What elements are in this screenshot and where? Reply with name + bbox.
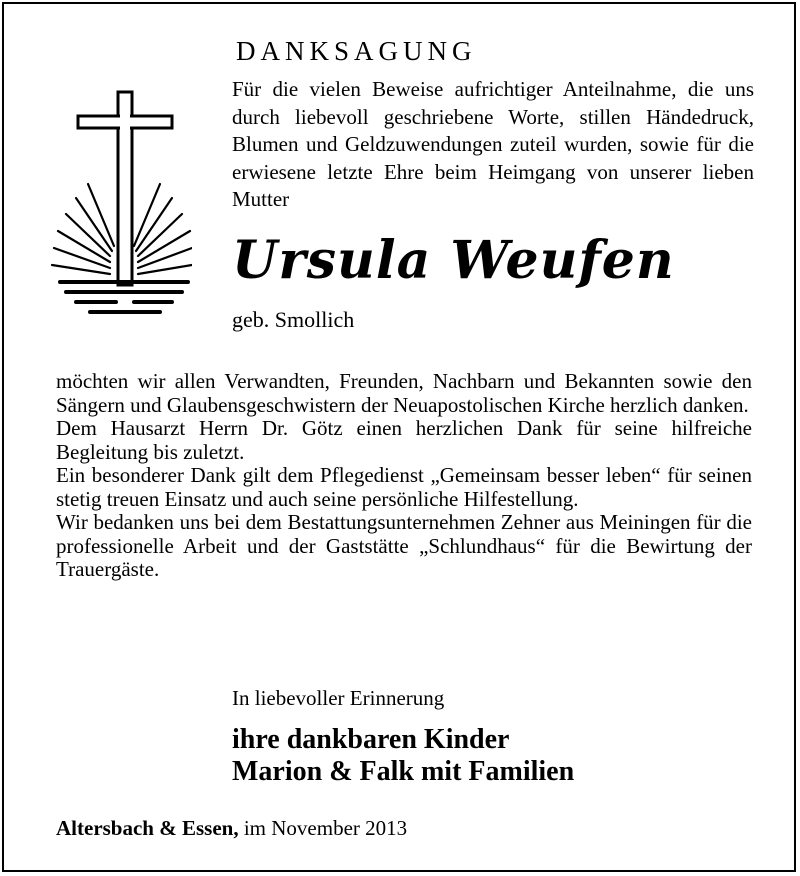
date: im November 2013 <box>238 816 408 840</box>
obituary-notice <box>2 2 796 872</box>
signature-line: Marion & Falk mit Familien <box>232 756 575 787</box>
maiden-name: geb. Smollich <box>232 307 355 332</box>
signature-block <box>232 724 574 788</box>
place-and-date <box>56 816 407 841</box>
remembrance-line: In liebevoller Erinnerung <box>232 686 445 710</box>
paragraph: Wir bedanken uns bei dem Bestattungsunternehmen Zehner aus Meiningen für die professionelle Arbeit und der Gaststätte „Schlundhaus“ für die Bewirtung der Trauergäste. <box>56 510 752 581</box>
intro-text: Für die vielen Beweise aufrichtiger Anteilnahme, die uns durch liebevoll geschriebene Worte, stillen Händedruck, Blumen und Geldzuwendungen zuteil wurden, sowie für die erwiesene letzte Ehre beim Heimgang von unserer lieben Mutter <box>232 77 754 211</box>
signature-line: ihre dankbaren Kinder <box>232 724 510 755</box>
paragraph: Ein besonderer Dank gilt dem Pflegedienst „Gemeinsam besser leben“ für seinen stetig treuen Einsatz und auch seine persönliche Hilfestellung. <box>56 463 752 511</box>
place: Altersbach & Essen, <box>56 816 239 840</box>
heading: DANKSAGUNG <box>236 36 477 66</box>
deceased-name: Ursula Weufen <box>232 230 675 291</box>
paragraph: möchten wir allen Verwandten, Freunden, Nachbarn und Bekannten sowie den Sängern und Glaubensgeschwistern der Neuapostolischen Kirche herzlich danken. <box>56 369 752 417</box>
cross-with-rays-and-waves-icon <box>42 86 192 331</box>
paragraph: Dem Hausarzt Herrn Dr. Götz einen herzlichen Dank für seine hilfreiche Begleitung bis zuletzt. <box>56 416 752 464</box>
thank-you-text <box>56 370 752 582</box>
